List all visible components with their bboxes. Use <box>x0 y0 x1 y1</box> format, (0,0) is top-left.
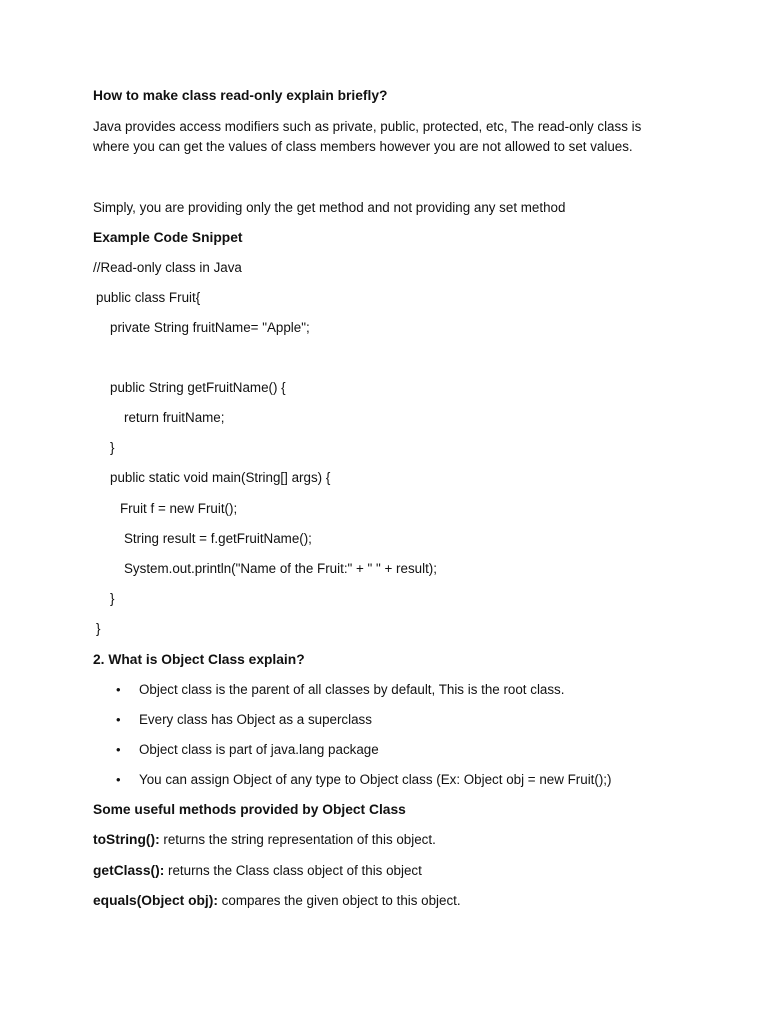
question-1-title: How to make class read-only explain briefly? <box>93 88 388 103</box>
bullet-icon: • <box>116 712 121 727</box>
list-item-text: Every class has Object as a superclass <box>139 712 372 727</box>
code-main-close: } <box>110 591 115 606</box>
code-getter-signature: public String getFruitName() { <box>110 380 286 395</box>
method-name: equals(Object obj): <box>93 893 218 908</box>
method-description: returns the Class class object of this object <box>164 863 422 878</box>
example-heading: Example Code Snippet <box>93 230 243 245</box>
question-1-summary: Simply, you are providing only the get method and not providing any set method <box>93 200 566 215</box>
method-description: compares the given object to this object. <box>217 893 461 908</box>
method-getclass <box>93 862 422 880</box>
question-2-title: 2. What is Object Class explain? <box>93 652 305 667</box>
method-description: returns the string representation of this object. <box>159 832 436 847</box>
code-getter-close: } <box>110 440 115 455</box>
list-item-text: You can assign Object of any type to Object class (Ex: Object obj = new Fruit();) <box>139 772 612 787</box>
bullet-icon: • <box>116 772 121 787</box>
code-result-statement: String result = f.getFruitName(); <box>124 531 312 546</box>
methods-heading: Some useful methods provided by Object Class <box>93 802 406 817</box>
bullet-icon: • <box>116 682 121 697</box>
code-println-statement: System.out.println("Name of the Fruit:" + " " + result); <box>124 561 437 576</box>
code-main-signature: public static void main(String[] args) { <box>110 470 331 485</box>
method-tostring <box>93 831 436 849</box>
bullet-icon: • <box>116 742 121 757</box>
list-item-text: Object class is the parent of all classes by default, This is the root class. <box>139 682 565 697</box>
code-field: private String fruitName= "Apple"; <box>110 320 310 335</box>
method-name: getClass(): <box>93 863 165 878</box>
code-class-declaration: public class Fruit{ <box>96 290 201 305</box>
code-comment: //Read-only class in Java <box>93 260 242 275</box>
code-return-statement: return fruitName; <box>124 410 225 425</box>
list-item-text: Object class is part of java.lang package <box>139 742 379 757</box>
method-equals <box>93 892 461 910</box>
method-name: toString(): <box>93 832 160 847</box>
code-class-close: } <box>96 621 101 636</box>
question-1-paragraph: Java provides access modifiers such as private, public, protected, etc, The read-only class is where you can get the values of class members however you are not allowed to set values. <box>93 119 642 154</box>
code-new-object: Fruit f = new Fruit(); <box>120 501 238 516</box>
